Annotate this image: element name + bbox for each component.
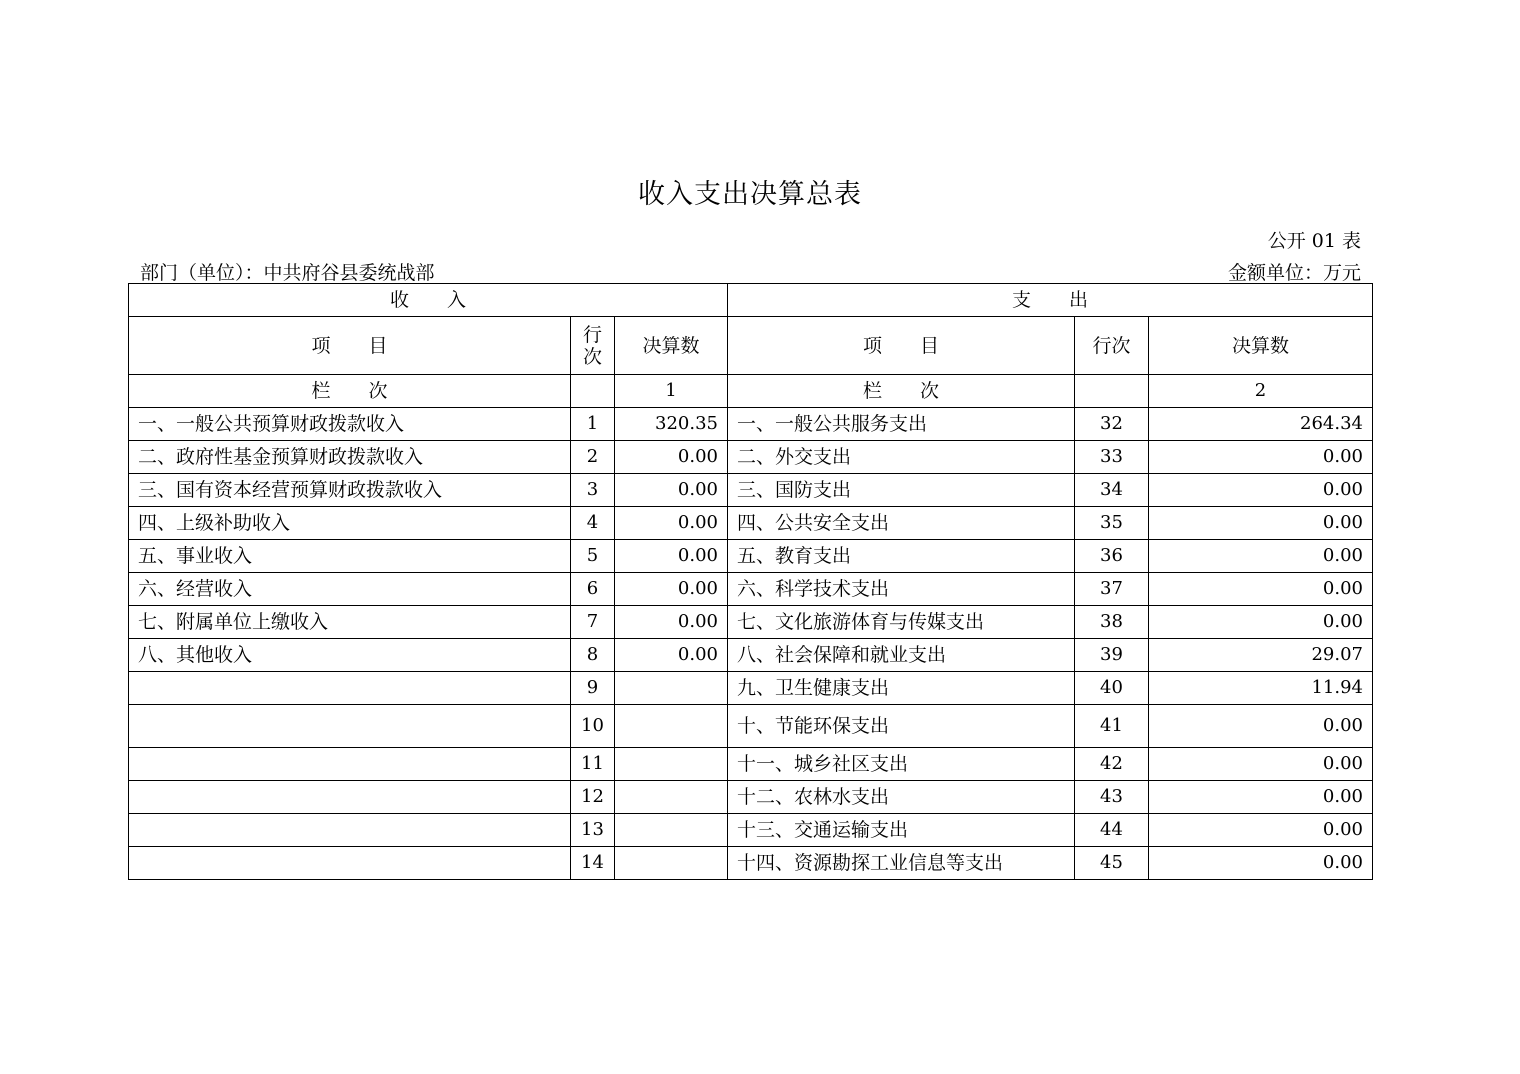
income-row-no: 13 [571, 814, 615, 847]
expense-item: 九、卫生健康支出 [728, 672, 1075, 705]
income-item: 七、附属单位上缴收入 [129, 606, 571, 639]
expense-item: 六、科学技术支出 [728, 573, 1075, 606]
income-amount: 0.00 [615, 441, 728, 474]
income-amount: 0.00 [615, 606, 728, 639]
income-amount [615, 781, 728, 814]
table-row [129, 573, 1373, 606]
expense-item: 十一、城乡社区支出 [728, 748, 1075, 781]
expense-item: 四、公共安全支出 [728, 507, 1075, 540]
form-number: 公开 01 表 [1267, 230, 1361, 252]
expense-section-header: 支 出 [728, 284, 1373, 317]
income-amount: 320.35 [615, 408, 728, 441]
expense-col-number: 2 [1149, 375, 1373, 408]
table-row [129, 672, 1373, 705]
table-row [129, 847, 1373, 880]
expense-item: 五、教育支出 [728, 540, 1075, 573]
income-row-no: 11 [571, 748, 615, 781]
income-row-no: 14 [571, 847, 615, 880]
table-row [129, 474, 1373, 507]
expense-amount: 11.94 [1149, 672, 1373, 705]
income-amount: 0.00 [615, 474, 728, 507]
income-item [129, 814, 571, 847]
income-amount [615, 705, 728, 748]
department-label: 部门（单位）：中共府谷县委统战部 [140, 262, 435, 284]
income-expense-table [128, 283, 1373, 880]
expense-row-no: 35 [1075, 507, 1149, 540]
expense-item: 二、外交支出 [728, 441, 1075, 474]
expense-row-no: 44 [1075, 814, 1149, 847]
expense-col-label: 栏 次 [728, 375, 1075, 408]
income-item-header: 项 目 [129, 317, 571, 375]
expense-item: 三、国防支出 [728, 474, 1075, 507]
income-item [129, 781, 571, 814]
income-item [129, 672, 571, 705]
table-row [129, 408, 1373, 441]
expense-item: 十、节能环保支出 [728, 705, 1075, 748]
expense-amount: 0.00 [1149, 507, 1373, 540]
expense-amount: 0.00 [1149, 814, 1373, 847]
income-row-no: 5 [571, 540, 615, 573]
income-row-no: 8 [571, 639, 615, 672]
income-row-no: 9 [571, 672, 615, 705]
expense-row-no: 40 [1075, 672, 1149, 705]
expense-amount: 0.00 [1149, 847, 1373, 880]
expense-amount: 29.07 [1149, 639, 1373, 672]
income-item [129, 705, 571, 748]
expense-item: 一、一般公共服务支出 [728, 408, 1075, 441]
section-header-row [129, 284, 1373, 317]
expense-item-header: 项 目 [728, 317, 1075, 375]
expense-amount: 0.00 [1149, 474, 1373, 507]
table-row [129, 814, 1373, 847]
income-item: 五、事业收入 [129, 540, 571, 573]
income-amount: 0.00 [615, 540, 728, 573]
expense-amount: 0.00 [1149, 748, 1373, 781]
income-col-number: 1 [615, 375, 728, 408]
income-row-no: 12 [571, 781, 615, 814]
expense-amount: 0.00 [1149, 441, 1373, 474]
income-amount: 0.00 [615, 507, 728, 540]
income-row-no: 1 [571, 408, 615, 441]
income-item: 八、其他收入 [129, 639, 571, 672]
income-item [129, 748, 571, 781]
table-row [129, 540, 1373, 573]
income-item [129, 847, 571, 880]
expense-row-no: 45 [1075, 847, 1149, 880]
income-item: 六、经营收入 [129, 573, 571, 606]
expense-amount: 264.34 [1149, 408, 1373, 441]
income-item: 二、政府性基金预算财政拨款收入 [129, 441, 571, 474]
income-col-blank [571, 375, 615, 408]
amount-unit-label: 金额单位：万元 [1227, 262, 1361, 284]
income-item: 一、一般公共预算财政拨款收入 [129, 408, 571, 441]
table-row [129, 606, 1373, 639]
income-section-header: 收 入 [129, 284, 728, 317]
expense-amount: 0.00 [1149, 540, 1373, 573]
income-row-no: 10 [571, 705, 615, 748]
expense-row-no: 33 [1075, 441, 1149, 474]
table-row [129, 507, 1373, 540]
income-amount [615, 672, 728, 705]
expense-amount-header: 决算数 [1149, 317, 1373, 375]
income-amount [615, 748, 728, 781]
income-row-no: 7 [571, 606, 615, 639]
expense-row-no: 43 [1075, 781, 1149, 814]
expense-item: 十三、交通运输支出 [728, 814, 1075, 847]
column-header-row [129, 317, 1373, 375]
expense-row-no: 42 [1075, 748, 1149, 781]
income-row-no: 3 [571, 474, 615, 507]
expense-row-no: 41 [1075, 705, 1149, 748]
page-title: 收入支出决算总表 [638, 179, 862, 210]
expense-item: 十二、农林水支出 [728, 781, 1075, 814]
expense-row-no: 38 [1075, 606, 1149, 639]
table-row [129, 639, 1373, 672]
expense-col-blank [1075, 375, 1149, 408]
income-amount [615, 847, 728, 880]
income-col-label: 栏 次 [129, 375, 571, 408]
expense-amount: 0.00 [1149, 781, 1373, 814]
expense-amount: 0.00 [1149, 606, 1373, 639]
income-amount: 0.00 [615, 573, 728, 606]
income-amount-header: 决算数 [615, 317, 728, 375]
income-row-no: 4 [571, 507, 615, 540]
expense-row-no: 36 [1075, 540, 1149, 573]
expense-row-no: 39 [1075, 639, 1149, 672]
income-row-no-header: 行次 [571, 317, 615, 375]
expense-item: 十四、资源勘探工业信息等支出 [728, 847, 1075, 880]
expense-amount: 0.00 [1149, 705, 1373, 748]
income-amount: 0.00 [615, 639, 728, 672]
table-row [129, 705, 1373, 748]
expense-amount: 0.00 [1149, 573, 1373, 606]
income-row-no: 2 [571, 441, 615, 474]
table-row [129, 441, 1373, 474]
income-row-no: 6 [571, 573, 615, 606]
expense-row-no-header: 行次 [1075, 317, 1149, 375]
income-item: 四、上级补助收入 [129, 507, 571, 540]
income-item: 三、国有资本经营预算财政拨款收入 [129, 474, 571, 507]
expense-item: 七、文化旅游体育与传媒支出 [728, 606, 1075, 639]
expense-item: 八、社会保障和就业支出 [728, 639, 1075, 672]
income-amount [615, 814, 728, 847]
expense-row-no: 32 [1075, 408, 1149, 441]
column-index-row [129, 375, 1373, 408]
expense-row-no: 37 [1075, 573, 1149, 606]
table-row [129, 781, 1373, 814]
expense-row-no: 34 [1075, 474, 1149, 507]
table-row [129, 748, 1373, 781]
